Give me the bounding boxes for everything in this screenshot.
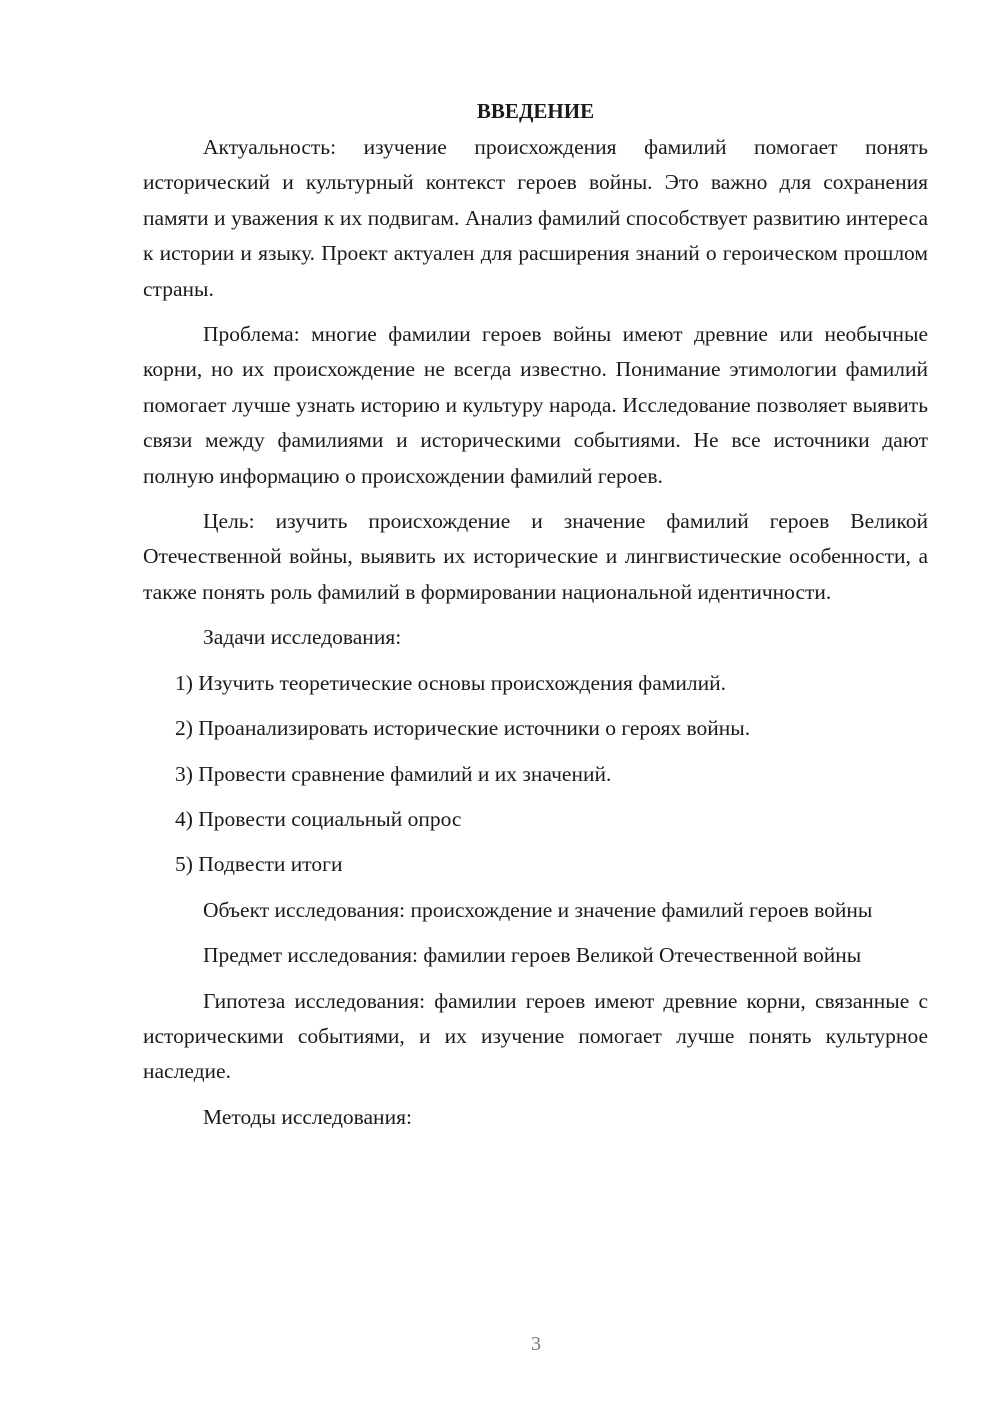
- section-title: ВВЕДЕНИЕ: [476, 99, 595, 123]
- task-item-5: 5) Подвести итоги: [175, 852, 343, 877]
- subject-paragraph: Предмет исследования: фамилии героев Великой Отечественной войны: [203, 943, 862, 968]
- goal-paragraph: Цель: изучить происхождение и значение фамилий героев Великой Отечественной войны, выявить их исторические и лингвистические особенности, а также понять роль фамилий в формировании национальной идентичности.: [143, 509, 928, 604]
- object-paragraph: Объект исследования: происхождение и значение фамилий героев войны: [203, 897, 873, 922]
- relevance-paragraph: Актуальность: изучение происхождения фамилий помогает понять исторический и культурный контекст героев войны. Это важно для сохранения памяти и уважения к их подвигам. Анализ фамилий способствует развитию интереса к истории и языку. Проект актуален для расширения знаний о героическом прошлом страны.: [143, 135, 928, 301]
- page-number: 3: [531, 1333, 541, 1355]
- hypothesis-paragraph: Гипотеза исследования: фамилии героев имеют древние корни, связанные с историческими событиями, и их изучение помогает лучше понять культурное наследие.: [143, 988, 928, 1084]
- tasks-heading: Задачи исследования:: [203, 625, 402, 650]
- problem-paragraph: Проблема: многие фамилии героев войны имеют древние или необычные корни, но их происхождение не всегда известно. Понимание этимологии фамилий помогает лучше узнать историю и культуру народа. Исследование позволяет выявить связи между фамилиями и историческими событиями. Не все источники дают полную информацию о происхождении фамилий героев.: [143, 322, 928, 488]
- methods-heading: Методы исследования:: [203, 1104, 412, 1129]
- task-item-3: 3) Провести сравнение фамилий и их значений.: [175, 761, 612, 786]
- task-item-4: 4) Провести социальный опрос: [175, 806, 462, 831]
- task-item-1: 1) Изучить теоретические основы происхождения фамилий.: [175, 670, 726, 695]
- task-item-2: 2) Проанализировать исторические источники о героях войны.: [175, 716, 751, 741]
- document-page: [143, 96, 928, 1145]
